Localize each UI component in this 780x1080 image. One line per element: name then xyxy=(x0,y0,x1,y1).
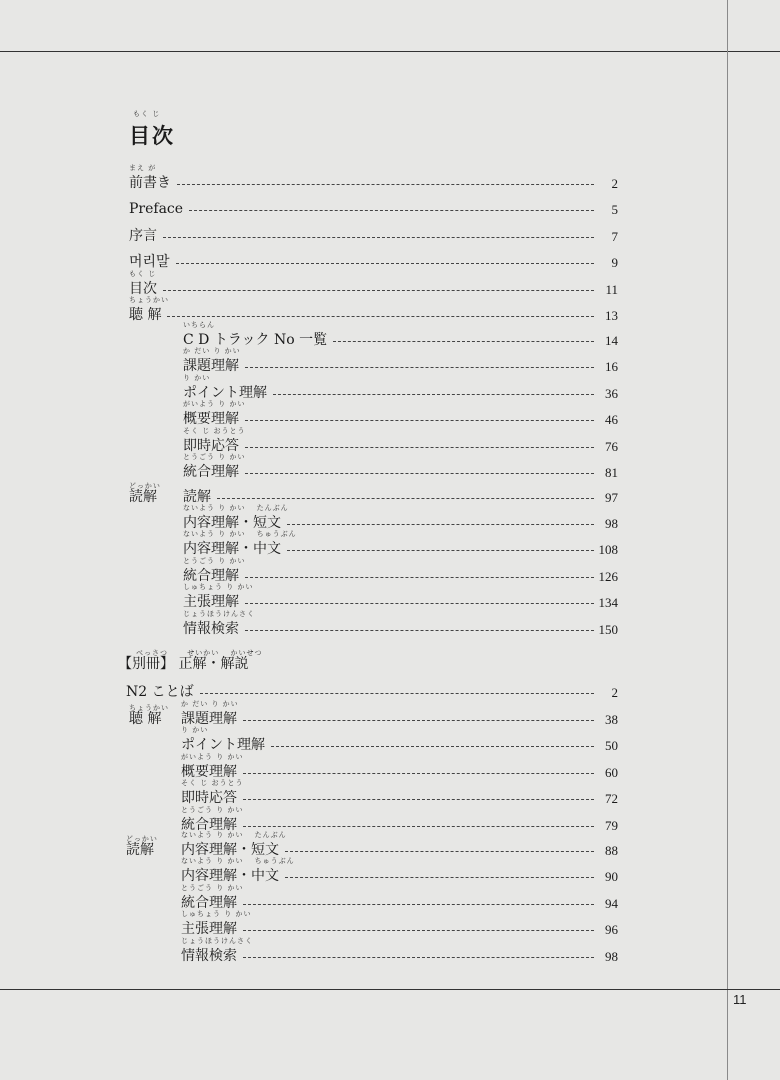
toc-entry-page: 150 xyxy=(598,621,618,637)
dotted-leader xyxy=(245,473,594,474)
dotted-leader xyxy=(285,877,594,878)
toc-entry-page: 38 xyxy=(605,712,618,727)
dotted-leader xyxy=(245,577,594,578)
dotted-leader xyxy=(273,394,594,395)
toc-title-ruby: もく じ xyxy=(133,110,161,118)
toc-entry-ruby: り かい xyxy=(183,373,211,382)
dotted-leader xyxy=(287,550,594,551)
toc-entry-label: 前書き xyxy=(129,175,171,191)
toc-entry-page: 97 xyxy=(605,490,618,505)
toc-entry[interactable] xyxy=(126,683,618,701)
toc-entry-page: 36 xyxy=(605,385,618,401)
toc-entry-label: 主張理解 xyxy=(181,921,237,938)
toc-entry-label: 即時応答 xyxy=(181,790,237,807)
toc-entry[interactable] xyxy=(183,400,618,428)
toc-entry[interactable] xyxy=(183,347,618,375)
dotted-leader xyxy=(243,930,594,931)
toc-entry-ruby: そく じ おうとう xyxy=(181,779,244,788)
toc-entry-label: 課題理解 xyxy=(183,358,239,375)
toc-entry-page: 96 xyxy=(605,922,618,938)
toc-entry-label: 聴 解 xyxy=(129,307,162,323)
toc-entry[interactable] xyxy=(183,426,618,455)
toc-entry-ruby: か だい り かい xyxy=(181,700,239,708)
toc-entry-page: 50 xyxy=(605,738,618,754)
toc-entry[interactable] xyxy=(181,700,618,728)
dotted-leader xyxy=(245,603,594,604)
dotted-leader xyxy=(163,237,594,238)
toc-entry-ruby: そく じ おうとう xyxy=(183,426,246,435)
toc-entry-ruby: がいよう り かい xyxy=(181,752,244,761)
toc-entry-page: 13 xyxy=(605,308,618,323)
dotted-leader xyxy=(200,693,594,694)
dotted-leader xyxy=(333,341,594,342)
toc-entry[interactable] xyxy=(181,857,618,885)
toc-entry-page: 108 xyxy=(598,542,618,558)
toc-entry-page: 76 xyxy=(605,438,618,454)
dotted-leader xyxy=(217,498,594,499)
toc-entry-page: 5 xyxy=(611,202,618,218)
toc-entry-label: 内容理解・短文 xyxy=(181,842,279,858)
toc-entry-ruby: じょうほうけんさく xyxy=(181,936,253,945)
toc-entry-label: 統合理解 xyxy=(181,894,237,911)
toc-entry-label: 内容理解・中文 xyxy=(181,868,279,885)
toc-entry[interactable] xyxy=(181,726,618,754)
bottom-rule xyxy=(0,989,780,990)
page-edge-line xyxy=(727,0,728,1080)
toc-entry-ruby: しゅちょう り かい xyxy=(181,910,252,919)
toc-entry-ruby: ないよう り かい たんぶん xyxy=(183,504,289,512)
toc-entry-page: 16 xyxy=(605,359,618,375)
toc-entry-page: 46 xyxy=(605,412,618,428)
toc-entry-ruby: ないよう り かい ちゅうぶん xyxy=(183,530,297,539)
toc-entry-label: 情報検索 xyxy=(183,620,239,637)
toc-entry-page: 9 xyxy=(611,255,618,271)
toc-entry-ruby: もく じ xyxy=(129,269,157,278)
toc-entry-ruby: まえ が xyxy=(129,164,157,172)
toc-entry-label: 머리말 xyxy=(129,254,170,271)
dotted-leader xyxy=(176,263,594,264)
toc-entry[interactable] xyxy=(181,779,618,807)
toc-entry-ruby: ないよう り かい たんぶん xyxy=(181,831,287,839)
toc-entry-page: 11 xyxy=(605,281,618,297)
toc-entry-label: 概要理解 xyxy=(181,763,237,780)
toc-entry-page: 79 xyxy=(605,817,618,833)
dotted-leader xyxy=(245,447,594,448)
toc-entry[interactable] xyxy=(183,321,618,349)
toc-entry[interactable] xyxy=(183,373,618,402)
reading-section-label: どっかい 読解 xyxy=(129,482,161,505)
toc-entry[interactable] xyxy=(183,609,618,638)
toc-entry-page: 2 xyxy=(611,176,618,191)
toc-entry-label: 序言 xyxy=(129,227,157,244)
toc-entry-ruby: り かい xyxy=(181,726,209,735)
toc-entry-label: 内容理解・短文 xyxy=(183,515,281,531)
toc-entry-page: 14 xyxy=(605,333,618,348)
dotted-leader xyxy=(245,367,594,368)
toc-entry-page: 126 xyxy=(598,568,618,584)
toc-entry-page: 98 xyxy=(605,948,618,964)
toc-entry-label: C D トラック No 一覧 xyxy=(183,332,328,348)
toc-entry[interactable] xyxy=(129,200,618,218)
toc-entry-label: 課題理解 xyxy=(181,711,237,727)
toc-entry-page: 81 xyxy=(605,465,618,480)
bessatsu-listening-label: ちょうかい 聴 解 xyxy=(129,704,169,727)
dotted-leader xyxy=(243,904,594,905)
toc-entry[interactable] xyxy=(181,936,618,965)
toc-entry-label: 即時応答 xyxy=(183,437,239,454)
toc-entry-ruby: ないよう り かい ちゅうぶん xyxy=(181,857,295,866)
toc-entry-page: 72 xyxy=(605,791,618,807)
dotted-leader xyxy=(271,746,594,747)
toc-entry-page: 7 xyxy=(611,228,618,244)
toc-entry-ruby: とうごう り かい xyxy=(181,805,244,814)
toc-entry-ruby: か だい り かい xyxy=(183,347,241,356)
toc-entry[interactable] xyxy=(183,488,618,506)
toc-entry[interactable] xyxy=(129,269,618,298)
toc-entry-ruby: がいよう り かい xyxy=(183,400,246,409)
toc-entry-label: ポイント理解 xyxy=(183,384,267,401)
dotted-leader xyxy=(167,316,594,317)
toc-entry-ruby: ちょうかい xyxy=(129,296,169,304)
dotted-leader xyxy=(243,799,594,800)
toc-entry-page: 94 xyxy=(605,895,618,911)
bessatsu-heading: べっさつ せいかい かいせつ 【別冊】 正解・解説 xyxy=(118,649,263,672)
dotted-leader xyxy=(243,826,594,827)
toc-entry[interactable] xyxy=(129,164,618,192)
toc-entry[interactable] xyxy=(129,253,618,271)
toc-entry-label: 統合理解 xyxy=(183,567,239,584)
dotted-leader xyxy=(245,630,594,631)
toc-entry-page: 90 xyxy=(605,869,618,885)
toc-entry-page: 134 xyxy=(598,595,618,611)
toc-entry[interactable] xyxy=(129,227,618,245)
dotted-leader xyxy=(243,720,594,721)
toc-entry-label: ポイント理解 xyxy=(181,737,265,754)
dotted-leader xyxy=(285,851,594,852)
dotted-leader xyxy=(177,184,594,185)
toc-entry[interactable] xyxy=(183,530,618,558)
toc-entry-page: 98 xyxy=(605,516,618,531)
toc-entry-page: 88 xyxy=(605,843,618,858)
toc-entry-label: 目次 xyxy=(129,280,157,297)
dotted-leader xyxy=(243,957,594,958)
toc-entry-ruby: しゅちょう り かい xyxy=(183,583,254,592)
toc-entry-label: 主張理解 xyxy=(183,594,239,611)
dotted-leader xyxy=(163,290,594,291)
dotted-leader xyxy=(243,773,594,774)
dotted-leader xyxy=(287,524,594,525)
bessatsu-reading-label: どっかい 読解 xyxy=(126,835,158,858)
toc-entry[interactable] xyxy=(183,453,618,481)
toc-entry[interactable] xyxy=(181,752,618,781)
toc-entry-label: Preface xyxy=(129,201,184,218)
toc-entry-label: N2 ことば xyxy=(126,684,194,700)
toc-title-text: 目次 xyxy=(129,123,175,148)
toc-entry-label: 統合理解 xyxy=(181,816,237,833)
toc-entry-label: 概要理解 xyxy=(183,411,239,428)
toc-entry-label: 読解 xyxy=(183,489,211,505)
top-rule xyxy=(0,51,780,52)
toc-entry-ruby: とうごう り かい xyxy=(183,556,246,565)
toc-entry-ruby: いちらん xyxy=(183,321,215,329)
toc-entry-page: 60 xyxy=(605,764,618,780)
toc-entry-label: 統合理解 xyxy=(183,464,239,480)
dotted-leader xyxy=(245,420,594,421)
toc-entry-ruby: とうごう り かい xyxy=(181,883,244,892)
toc-entry-ruby: とうごう り かい xyxy=(183,453,246,461)
toc-entry-page: 2 xyxy=(611,685,618,700)
toc-entry-label: 内容理解・中文 xyxy=(183,541,281,558)
toc-entry-ruby: じょうほうけんさく xyxy=(183,609,255,618)
toc-entry-label: 情報検索 xyxy=(181,947,237,964)
toc-title xyxy=(129,110,175,150)
dotted-leader xyxy=(189,210,594,211)
page-number: 11 xyxy=(733,992,747,1007)
